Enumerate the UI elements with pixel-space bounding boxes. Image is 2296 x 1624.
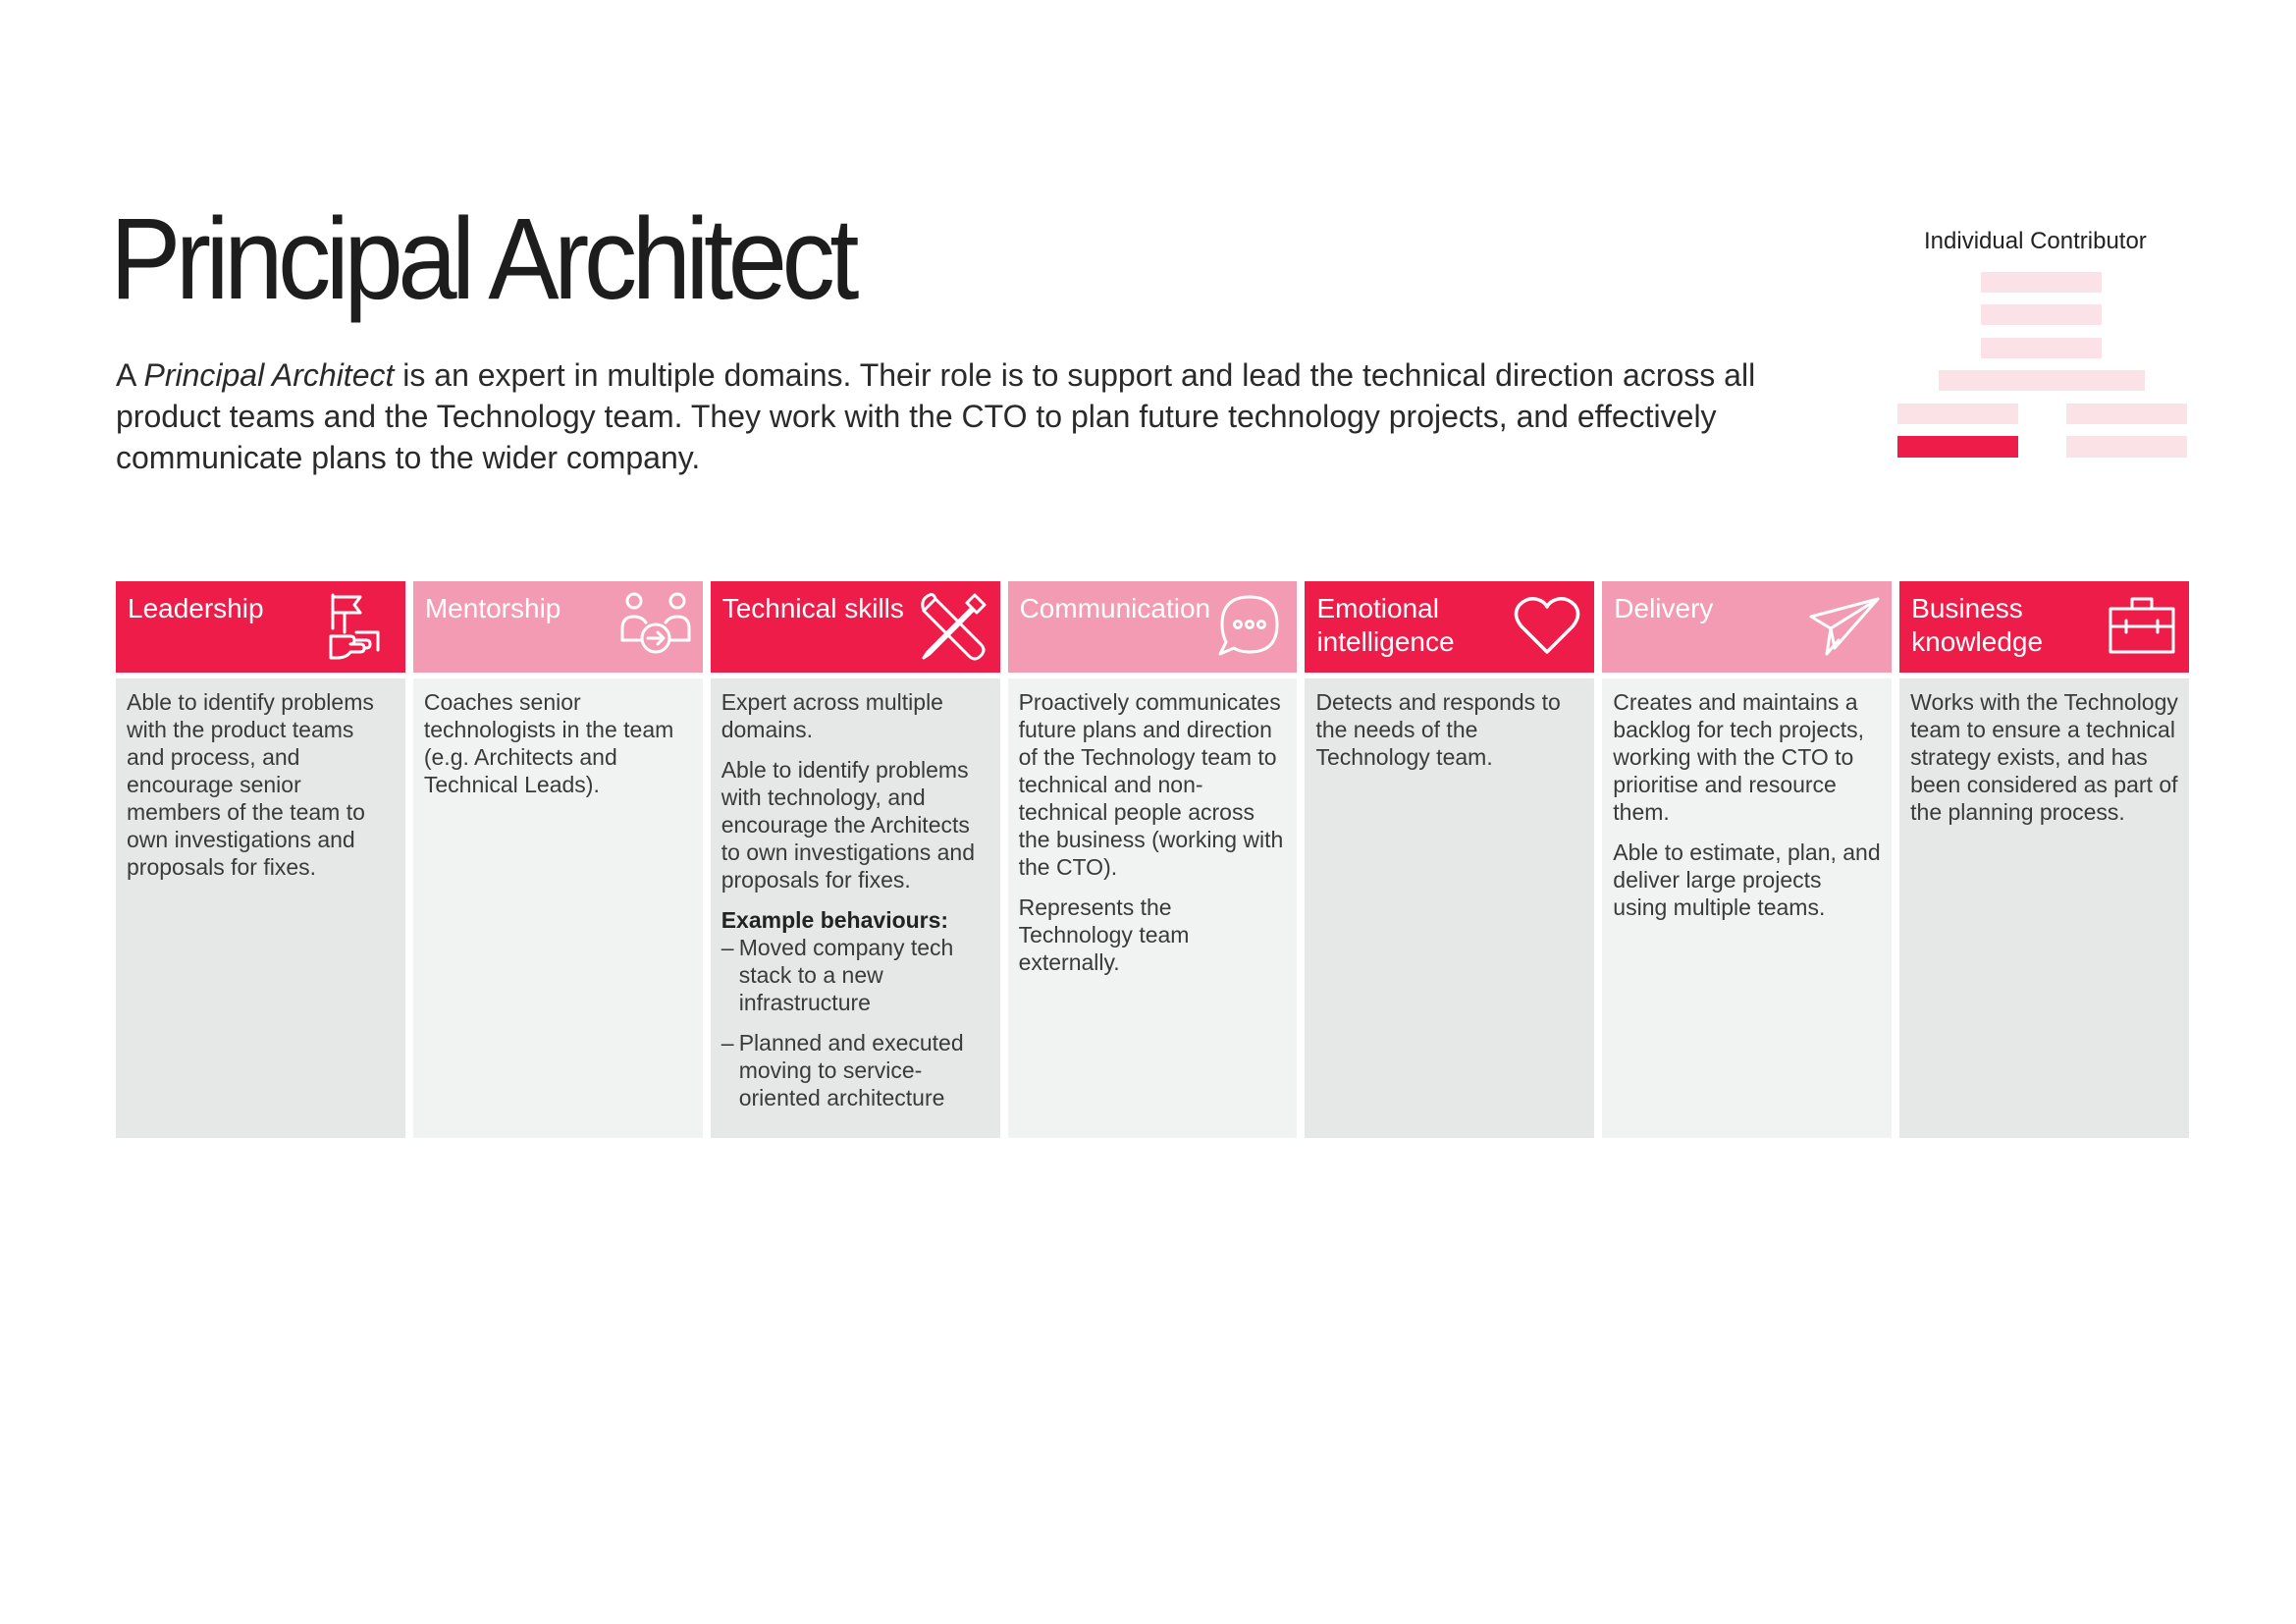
column-body	[413, 678, 703, 1138]
column-title: Delivery	[1614, 593, 1714, 623]
column-body	[1899, 678, 2189, 1138]
level-bar-4	[1939, 370, 2145, 391]
page-title: Principal Architect	[110, 194, 854, 324]
column-paragraph: Creates and maintains a backlog for tech projects, working with the CTO to prioritise and resource them.	[1613, 689, 1864, 825]
column-header	[413, 581, 703, 673]
level-bar-5-right	[2066, 404, 2187, 424]
role-description	[116, 354, 1843, 478]
column-header	[116, 581, 405, 673]
column-communication	[1008, 581, 1298, 1138]
level-bar-5-left	[1897, 404, 2018, 424]
column-title: Technical skills	[721, 593, 904, 623]
column-header	[1008, 581, 1298, 673]
column-body	[711, 678, 1000, 1138]
column-title: Leadership	[128, 593, 264, 623]
example-behaviours-title: Example behaviours:	[721, 907, 949, 933]
column-header	[1305, 581, 1594, 673]
column-title: Business knowledge	[1911, 593, 2044, 657]
column-header	[1602, 581, 1892, 673]
column-paragraph: Expert across multiple domains.	[721, 689, 943, 742]
column-delivery	[1602, 581, 1892, 1138]
paper-plane-icon	[1807, 589, 1882, 664]
column-technical-skills	[711, 581, 1000, 1138]
people-arrow-icon	[618, 589, 693, 664]
column-header	[1899, 581, 2189, 673]
column-paragraph: Coaches senior technologists in the team (e.g. Architects and Technical Leads).	[423, 689, 674, 797]
column-title: Mentorship	[424, 593, 561, 623]
speech-bubble-icon	[1212, 589, 1287, 664]
column-paragraph: Represents the Technology team externally.	[1018, 894, 1190, 975]
column-paragraph: Able to identify problems with the product teams and process, and encourage senior members of the team to own investigations and proposals for fixes.	[127, 689, 374, 880]
column-emotional-intelligence	[1305, 581, 1594, 1138]
level-label: Individual Contributor	[1924, 228, 2147, 254]
column-mentorship	[413, 581, 703, 1138]
column-body	[1008, 678, 1298, 1138]
column-leadership	[116, 581, 405, 1138]
column-body	[116, 678, 405, 1138]
column-paragraph: Able to estimate, plan, and deliver large projects using multiple teams.	[1613, 839, 1881, 920]
intro-rest: is an expert in multiple domains. Their role is to support and lead the technical direction across all product teams and the Technology team. They work with the CTO to plan future technology projects, and effectively communicate plans to the wider company.	[116, 357, 1756, 475]
column-title: Emotional intelligence	[1316, 593, 1455, 657]
level-bar-3	[1981, 338, 2102, 358]
column-paragraph: Able to identify problems with technology, and encourage the Architects to own investigations and proposals for fixes.	[721, 757, 975, 893]
column-paragraph: Proactively communicates future plans and direction of the Technology team to technical and non-technical people across the business (working with the CTO).	[1018, 689, 1284, 880]
level-bar-6-left-current	[1897, 436, 2018, 458]
flag-hand-icon	[321, 589, 396, 664]
briefcase-icon	[2105, 589, 2179, 664]
competency-columns	[116, 581, 2189, 1138]
level-bar-2	[1981, 304, 2102, 325]
heart-icon	[1510, 589, 1584, 664]
column-header	[711, 581, 1000, 673]
example-behaviours-list	[721, 934, 989, 1111]
column-paragraph: Detects and responds to the needs of the Technology team.	[1315, 689, 1561, 770]
intro-prefix: A	[116, 357, 144, 393]
level-bar-1	[1981, 272, 2102, 293]
example-behaviour-item: – Planned and executed moving to service-oriented architecture	[721, 1029, 989, 1111]
column-body	[1305, 678, 1594, 1138]
example-behaviour-item: – Moved company tech stack to a new infrastructure	[721, 934, 989, 1016]
intro-role-italic: Principal Architect	[143, 357, 395, 393]
level-bar-6-right	[2066, 436, 2187, 458]
column-title: Communication	[1019, 593, 1211, 623]
column-business-knowledge	[1899, 581, 2189, 1138]
column-paragraph: Works with the Technology team to ensure a technical strategy exists, and has been considered as part of the planning process.	[1910, 689, 2178, 825]
column-body	[1602, 678, 1892, 1138]
tools-icon	[916, 589, 990, 664]
